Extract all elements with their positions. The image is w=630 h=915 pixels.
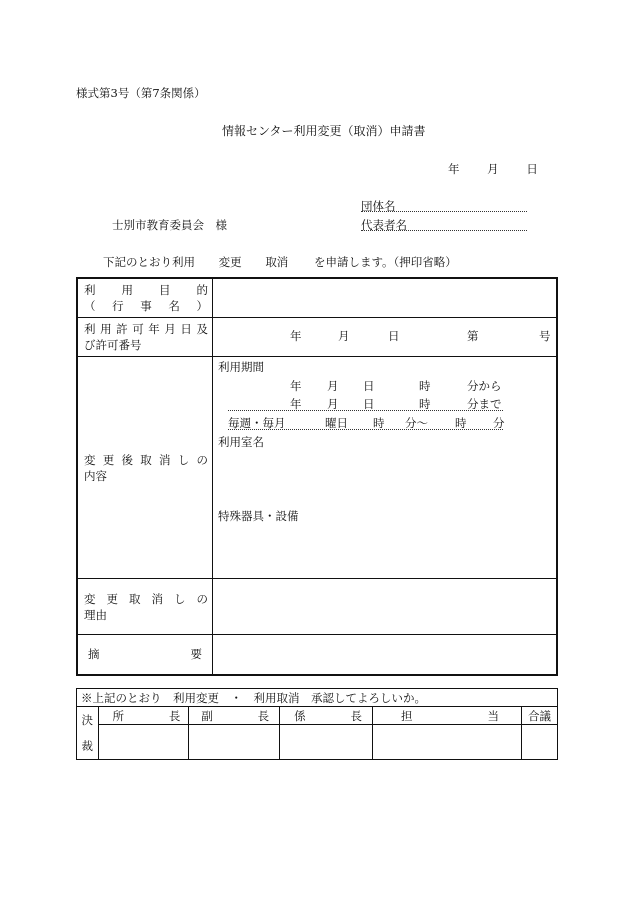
stamp-consult[interactable] [522,725,558,760]
form-title: 情報センター利用変更（取消）申請書 [222,124,426,138]
approval-header: ※上記のとおり 利用変更 ・ 利用取消 承認してよろしいか。 [77,689,558,707]
remarks-label: 摘 要 [77,635,213,675]
approval-table [76,688,558,760]
stamp-staff[interactable] [372,725,521,760]
approval-col-director: 所 長 [98,707,189,725]
decision-label: 決 裁 [77,707,99,760]
period-label: 利用期間 [218,360,264,374]
approval-col-staff: 担 当 [372,707,521,725]
representative-label: 代表者名 [361,218,407,232]
date-month: 月 [487,162,499,176]
intro-suffix: を申請します。（押印省略） [313,255,457,269]
reason-field[interactable] [213,579,558,635]
approval-col-consult: 合 議 [522,707,558,725]
permit-field[interactable]: 年 月 日 第 号 [213,318,558,357]
content-label: 変 更 後 取 消 し の 内容 [77,357,213,579]
application-table [76,277,558,676]
stamp-chief[interactable] [280,725,373,760]
date-line [448,162,538,176]
approval-col-chief: 係 長 [280,707,373,725]
intro-text [103,255,457,269]
stamp-deputy[interactable] [189,725,280,760]
intro-change: 変更 [218,255,242,269]
purpose-label: 利 用 目 的 （ 行 事 名 ） [77,278,213,318]
form-number: 様式第3号（第7条関係） [76,86,206,100]
intro-cancel: 取消 [265,255,289,269]
purpose-field[interactable] [213,278,558,318]
group-name-label: 団体名 [361,199,396,213]
approval-col-deputy: 副 長 [189,707,280,725]
remarks-field[interactable] [213,635,558,675]
intro-prefix: 下記のとおり利用 [103,255,195,269]
recipient: 士別市教育委員会 様 [112,218,227,232]
room-label: 利用室名 [218,435,264,449]
stamp-director[interactable] [98,725,189,760]
reason-label: 変 更 取 消 し の 理由 [77,579,213,635]
content-field[interactable]: 利用期間 年 月 日 時 分から 年 月 日 時 分まで 毎週・毎月 曜日 時 分～ 時 分 利用室名 特殊器具・設備 [213,357,558,579]
group-name-field[interactable] [361,211,527,212]
date-day: 日 [526,162,538,176]
permit-label: 利 用 許 可 年 月 日 及 び許可番号 [77,318,213,357]
date-year: 年 [448,162,460,176]
representative-field[interactable] [361,230,527,231]
equipment-label: 特殊器具・設備 [218,509,299,523]
